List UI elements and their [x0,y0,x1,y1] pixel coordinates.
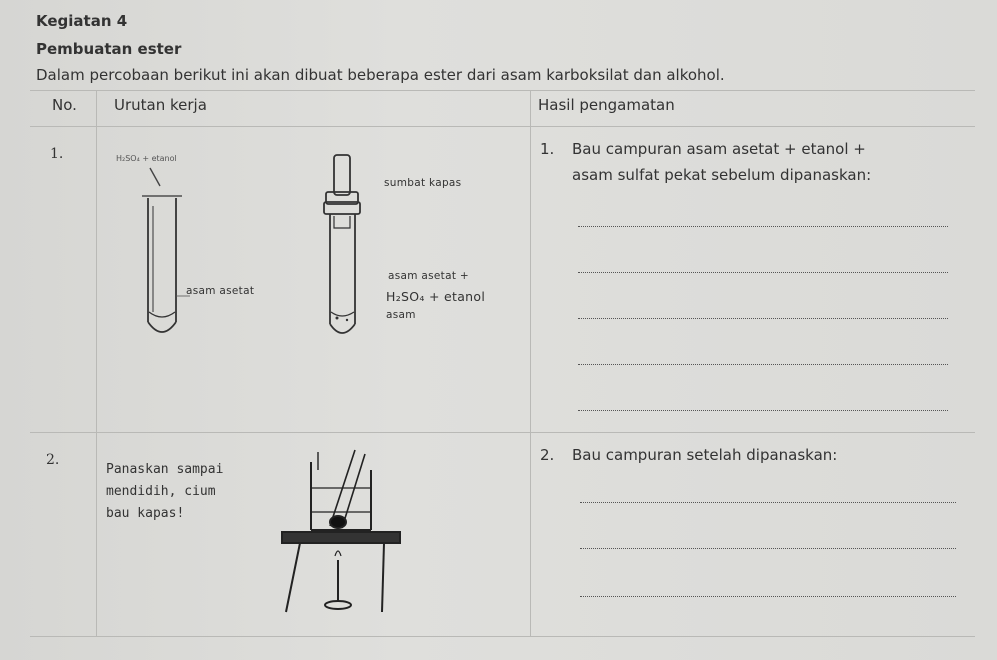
cotton-plug-label: sumbat kapas [384,177,462,189]
heating-setup-icon [282,450,400,612]
header-steps: Urutan kerja [114,96,207,114]
mixture-label-line1: asam asetat + [388,270,469,282]
obs2-number: 2. [540,446,555,464]
intro-text: Dalam percobaan berikut ini akan dibuat beberapa ester dari asam karboksilat dan alkohol. [36,66,725,84]
tube1-label: asam asetat [186,285,255,297]
obs1-line1: Bau campuran asam asetat + etanol + [572,140,866,158]
topic-title: Pembuatan ester [36,40,182,58]
answer-line[interactable] [580,596,956,597]
obs1-number: 1. [540,140,555,158]
row2-number: 2. [46,452,60,468]
step2-line3: bau kapas! [106,506,185,521]
obs1-line2: asam sulfat pekat sebelum dipanaskan: [572,166,872,184]
row1-number: 1. [50,146,64,162]
mixture-label-line2: H₂SO₄ + etanol [386,289,486,304]
header-no: No. [52,96,77,114]
answer-line[interactable] [580,548,956,549]
step2-line2: mendidih, cium [106,484,216,499]
reagent-label: H₂SO₄ + etanol [116,154,177,163]
obs2-line1: Bau campuran setelah dipanaskan: [572,446,838,464]
header-results: Hasil pengamatan [538,96,675,114]
mixture-label-line3: asam [386,309,416,321]
activity-title: Kegiatan 4 [36,12,128,30]
answer-line[interactable] [580,502,956,503]
step2-line1: Panaskan sampai [106,462,224,477]
